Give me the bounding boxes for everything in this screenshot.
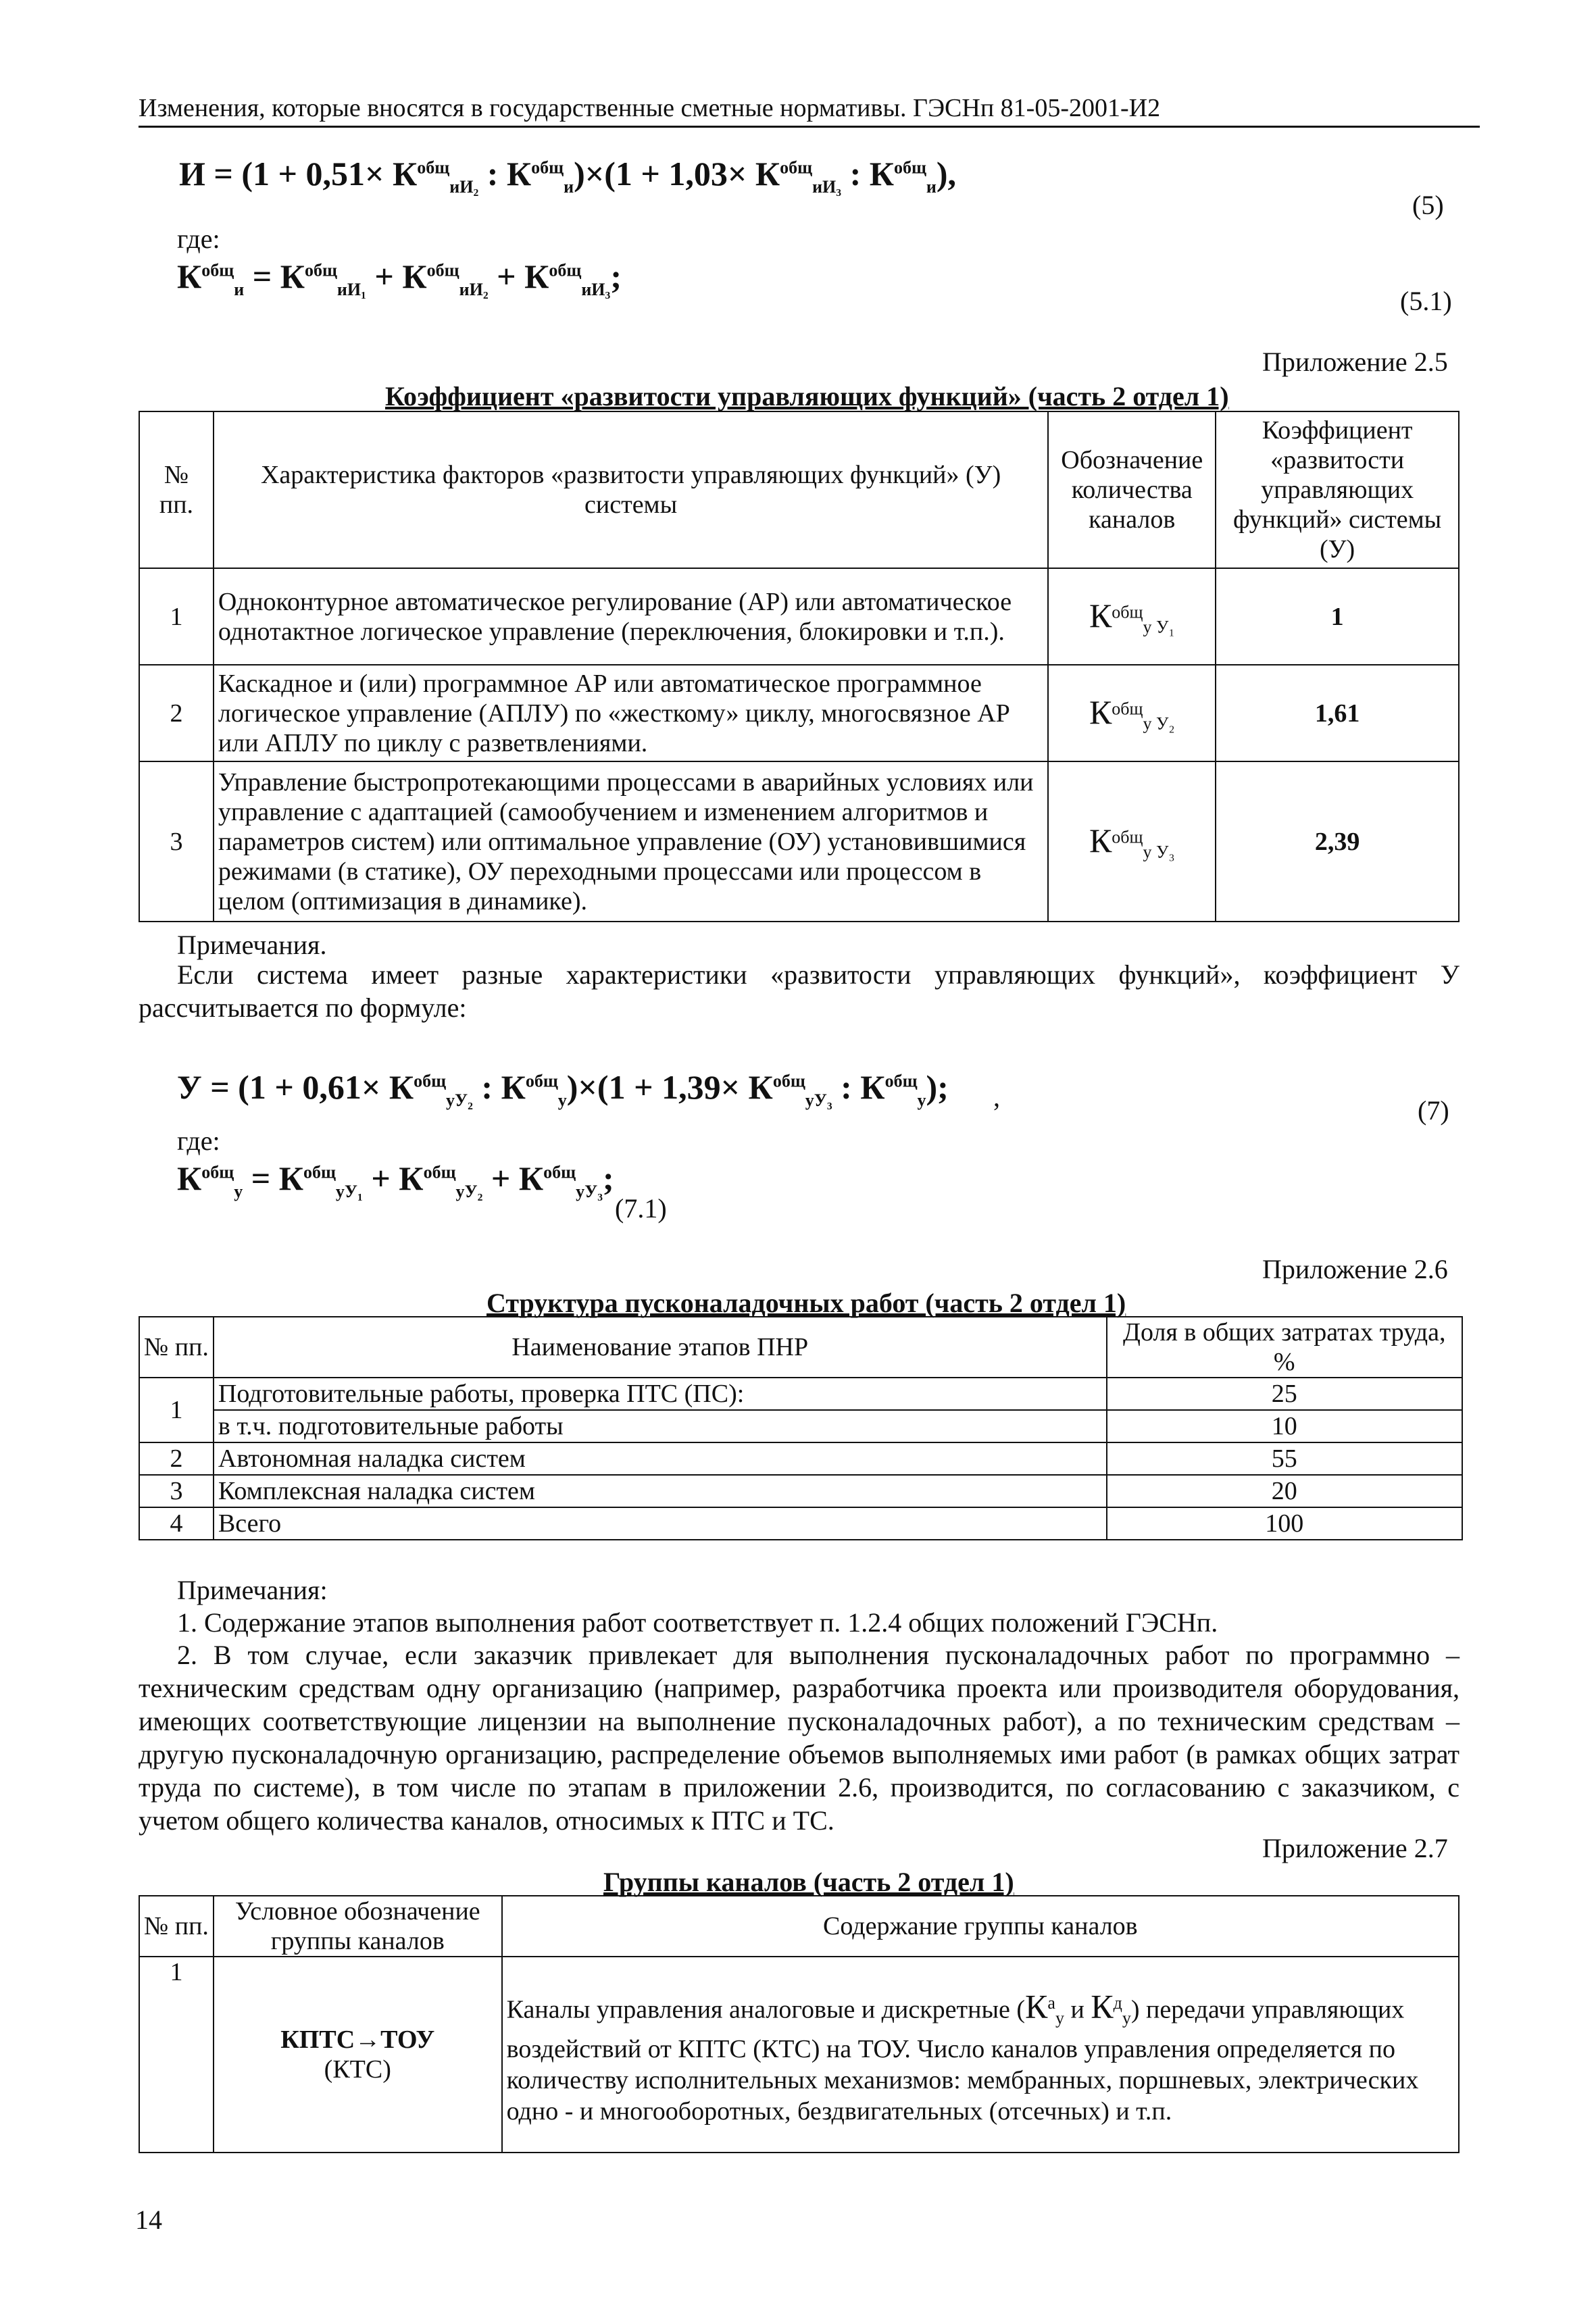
row-coefficient: 1 <box>1216 568 1459 665</box>
table-header-row <box>139 1317 1462 1378</box>
table-header-row <box>139 1896 1459 1957</box>
row-number: 1 <box>139 568 214 665</box>
formula-5-1: $К^{общ}_и = К^{общ}_{иИ_1} + К^{общ}_{иИ_2} + К^{общ}_{иИ_3}$; <box>177 257 622 299</box>
appendix-2-7-caption: Группы каналов (часть 2 отдел 1) <box>603 1867 1014 1897</box>
row-number: 4 <box>139 1507 214 1540</box>
formula-7-comma: , <box>993 1082 1000 1112</box>
row-share: 100 <box>1107 1507 1463 1540</box>
row-characteristic: Одноконтурное автоматическое регулирование (АР) или автоматическое однотактное логическое управление (переключения, блокировки и т.п.). <box>214 568 1048 665</box>
running-header: Изменения, которые вносятся в государственные сметные нормативы. ГЭСНп 81-05-2001-И2 <box>139 93 1480 128</box>
appendix-2-6-caption: Структура пусконаладочных работ (часть 2 отдел 1) <box>487 1288 1126 1318</box>
row-content: Каналы управления аналоговые и дискретные ($К^а_у$ и $К^д_у$) передачи управляющих воздействий от КПТС (КТС) на ТОУ. Число каналов управления определяется по количеству исполнительных механизмов: мембранных, поршневых, электрических одно - и многооборотных, бездвигательных (отсечных) и т.п. <box>502 1957 1459 2153</box>
row-designation: $К^{общ}_{у У_2}$ <box>1048 665 1216 761</box>
row-characteristic: Управление быстропротекающими процессами в аварийных условиях или управление с адаптацией (самообучением и изменением алгоритмов и параметров систем) или оптимальное управление (ОУ) установившимися режимами (в статике), ОУ переходными процессами или процессом в целом (оптимизация в динамике). <box>214 761 1048 922</box>
row-stage: Подготовительные работы, проверка ПТС (ПС): <box>214 1378 1107 1410</box>
row-coefficient: 1,61 <box>1216 665 1459 761</box>
notes2-item-1: 1. Содержание этапов выполнения работ соответствует п. 1.2.4 общих положений ГЭСНп. <box>177 1607 1218 1638</box>
col-share-header: Доля в общих затратах труда, % <box>1107 1317 1463 1378</box>
formula-7: $У = (1 + 0,61\times К^{общ}_{уУ_2}$ : $К^{общ}_у)\times(1 + 1,39\times К^{общ}_{уУ_3}$ : $К^{общ}_у$); <box>177 1068 949 1110</box>
table-row <box>139 665 1459 761</box>
row-number: 1 <box>139 1957 214 2153</box>
row-stage: Всего <box>214 1507 1107 1540</box>
group-code-alt: (КТС) <box>324 2055 391 2084</box>
col-characteristic-header: Характеристика факторов «развитости управляющих функций» (У) системы <box>214 411 1048 568</box>
row-number: 3 <box>139 761 214 922</box>
table-row <box>139 1378 1462 1410</box>
notes2-item-2: 2. В том случае, если заказчик привлекает для выполнения пусконаладочных работ по программно – техническим средствам одну организацию (например, разработчика проекта или производителя оборудования, имеющих соответствующие лицензии на выполнение пусконаладочных работ), а по техническим средствам – другую пусконаладочную организацию, распределение объемов выполняемых ими работ (в рамках общих затрат труда по системе), в том числе по этапам в приложении 2.6, производится, по согласованию с заказчиком, с учетом общего количества каналов, относимых к ПТС и ТС. <box>139 1640 1460 1836</box>
row-designation: $К^{общ}_{у У_1}$ <box>1048 568 1216 665</box>
row-stage: в т.ч. подготовительные работы <box>214 1410 1107 1442</box>
row-number: 2 <box>139 665 214 761</box>
table-row <box>139 1475 1462 1507</box>
appendix-2-6-label: Приложение 2.6 <box>1262 1254 1448 1284</box>
col-number-header: № пп. <box>139 411 214 568</box>
col-designation-header: Обозначение количества каналов <box>1048 411 1216 568</box>
formula-5-1-number: (5.1) <box>1400 286 1452 316</box>
col-stage-header: Наименование этапов ПНР <box>214 1317 1107 1378</box>
where-label-2: где: <box>177 1126 220 1156</box>
col-content-header: Содержание группы каналов <box>502 1896 1459 1957</box>
table-row <box>139 1442 1462 1475</box>
page-number: 14 <box>135 2205 162 2235</box>
row-share: 20 <box>1107 1475 1463 1507</box>
row-number: 2 <box>139 1442 214 1475</box>
table-control-functions <box>139 411 1460 922</box>
formula-7-1-number: (7.1) <box>615 1193 667 1224</box>
row-characteristic: Каскадное и (или) программное АР или автоматическое программное логическое управление (АПЛУ) по «жесткому» циклу, многосвязное АР или АПЛУ по циклу с разветвлениями. <box>214 665 1048 761</box>
notes-title: Примечания. <box>177 930 327 960</box>
row-share: 10 <box>1107 1410 1463 1442</box>
row-share: 25 <box>1107 1378 1463 1410</box>
appendix-2-5-caption: Коэффициент «развитости управляющих функций» (часть 2 отдел 1) <box>385 381 1229 411</box>
col-coefficient-header: Коэффициент «развитости управляющих функций» системы (У) <box>1216 411 1459 568</box>
row-group <box>214 1957 502 2153</box>
table-row <box>139 761 1459 922</box>
table-commissioning-structure <box>139 1316 1463 1540</box>
table-row <box>139 1410 1462 1442</box>
group-code: КПТС→ТОУ <box>280 2026 435 2054</box>
row-stage: Автономная наладка систем <box>214 1442 1107 1475</box>
row-coefficient: 2,39 <box>1216 761 1459 922</box>
formula-7-number: (7) <box>1418 1095 1449 1126</box>
row-designation: $К^{общ}_{у У_3}$ <box>1048 761 1216 922</box>
formula-5: $И = (1 + 0,51\times К^{общ}_{иИ_2}$ : $К^{общ}_и)\times(1 + 1,03\times К^{общ}_{иИ_3}$ : $К^{общ}_и$), <box>179 155 957 197</box>
table-header-row <box>139 411 1459 568</box>
table-channel-groups <box>139 1895 1460 2153</box>
table-row <box>139 568 1459 665</box>
col-number-header: № пп. <box>139 1896 214 1957</box>
col-designation-header: Условное обозначение группы каналов <box>214 1896 502 1957</box>
notes2-title: Примечания: <box>177 1575 328 1605</box>
appendix-2-5-label: Приложение 2.5 <box>1262 347 1448 377</box>
row-number: 3 <box>139 1475 214 1507</box>
col-number-header: № пп. <box>139 1317 214 1378</box>
row-share: 55 <box>1107 1442 1463 1475</box>
appendix-2-7-label: Приложение 2.7 <box>1262 1833 1448 1863</box>
row-stage: Комплексная наладка систем <box>214 1475 1107 1507</box>
row-number: 1 <box>139 1378 214 1442</box>
notes-text: Если система имеет разные характеристики «развитости управляющих функций», коэффициент У рассчитывается по формуле: <box>139 959 1460 1023</box>
where-label: где: <box>177 224 220 254</box>
table-row <box>139 1507 1462 1540</box>
table-row <box>139 1957 1459 2153</box>
formula-7-1: $К^{общ}_у = К^{общ}_{уУ_1} + К^{общ}_{уУ_2} + К^{общ}_{уУ_3}$; <box>177 1159 614 1201</box>
formula-5-number: (5) <box>1412 190 1444 220</box>
